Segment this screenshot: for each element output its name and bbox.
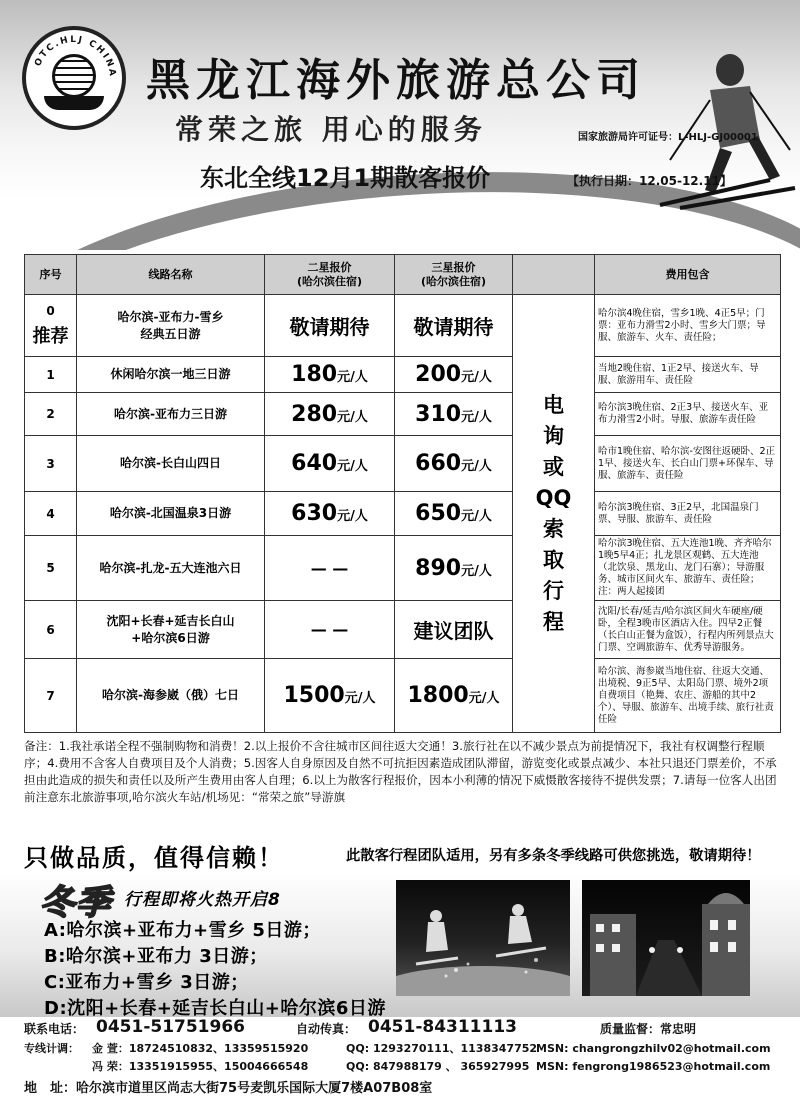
header-two-star-label: 二星报价 [307,260,352,274]
row-seq: 3 [25,436,77,492]
price-unit: 元/人 [468,691,500,706]
table-row [25,436,781,492]
row-seq-number: 0 [46,303,55,318]
header-route: 线路名称 [77,255,265,295]
company-name: 黑龙江海外旅游总公司 [146,55,646,106]
price-text: — — [310,558,349,578]
page-title: 东北全线12月1期散客报价 [200,164,491,192]
row-two-star-price [265,601,395,659]
planner1-msn-label: MSN: [536,1042,569,1055]
phone-number: 0451-51751966 [96,1017,245,1037]
company-slogan: 常荣之旅 用心的服务 [175,113,487,146]
address: 哈尔滨市道里区尚志大街75号麦凯乐国际大厦7楼A07B08室 [76,1081,433,1096]
row-three-star-price [395,393,513,436]
row-route-line: 沈阳+长春+延吉长白山 [106,613,235,628]
row-route: 哈尔滨-扎龙-五大连池六日 [77,536,265,601]
boat-icon [44,96,104,110]
row-seq: 1 [25,357,77,393]
list-item: B:哈尔滨+亚布力 3日游； [44,946,268,967]
city-night-photo [582,880,750,996]
row-route: 哈尔滨-海参崴（俄）七日 [77,659,265,733]
quality-slogan: 只做品质，值得信赖！ [24,844,284,872]
row-fees: 沈阳/长春/延吉/哈尔滨区间火车硬座/硬卧，全程3晚市区酒店入住。四早2正餐（长白山正餐为盒饭），行程内所列景点大门票、空调旅游车、优秀导游服务。 [595,601,781,659]
row-seq: 6 [25,601,77,659]
planner2-qq: 847988179 、 365927995 [372,1060,530,1073]
price-unit: 元/人 [344,691,376,706]
price-number: 280 [291,401,338,427]
phone-inquiry-char: 取 [543,547,564,572]
price-unit: 元/人 [461,370,492,385]
phone-inquiry-char: QQ [535,485,572,510]
row-route: 休闲哈尔滨一地三日游 [77,357,265,393]
table-row [25,492,781,536]
price-number: 640 [291,451,338,476]
planner-label: 专线计调： [24,1042,79,1055]
price-number: 890 [415,555,462,581]
row-fees: 哈尔滨3晚住宿、3正2早，北国温泉门票、导服、旅游车、责任险 [595,492,781,536]
row-seq [25,295,77,357]
recommended-tag: 推荐 [32,325,69,347]
table-header-row [25,255,781,295]
row-route-line: 经典五日游 [140,326,201,341]
price-number: 200 [415,362,462,387]
price-number: 1800 [407,683,469,708]
planner1-name: 金 萱 [92,1042,118,1055]
price-number: 630 [291,501,338,526]
planner1-msn[interactable]: changrongzhilv02@hotmail.com [572,1042,771,1055]
row-seq: 7 [25,659,77,733]
price-text: — — [310,620,349,639]
row-three-star-price [395,436,513,492]
price-number: 310 [415,401,462,427]
planner1-phones: 18724510832、13359515920 [128,1042,309,1055]
row-three-star-price [395,601,513,659]
row-fees: 当地2晚住宿、1正2早、接送火车、导服、旅游用车、责任险 [595,357,781,393]
planner2-phones: 13351915955、15004666548 [128,1060,309,1073]
planner2-msn[interactable]: fengrong1986523@hotmail.com [572,1060,771,1073]
phone-label: 联系电话： [24,1022,85,1036]
row-three-star-price [395,357,513,393]
row-three-star-price [395,492,513,536]
logo-text: OTC.HLJ CHINA [33,34,118,79]
header-seq: 序号 [25,255,77,295]
list-item: C:亚布力+雪乡 3日游； [44,972,249,993]
ski-photo [396,880,570,996]
row-fees: 哈尔滨3晚住宿、五大连池1晚、齐齐哈尔1晚5早4正；扎龙景区观鹤、五大连池（北饮泉、黑龙山、龙门石寨）；导游服务、城市区间火车、旅游车、责任险；注：两人起接团 [595,536,781,601]
remarks: 备注：1.我社承诺全程不强制购物和消费！2.以上报价不含往城市区间往返大交通！3.旅行社在以不减少景点为前提情况下，我社有权调整行程顺序；4.费用不含客人自费项目及个人消费；5.因客人自身原因及自然不可抗拒因素造成团队滞留，游览变化或景点减少、本社只退还门票差价，不承担由此造成的损失和责任以及所产生费用由客人自理；6.以上为散客行程报价，因本小利薄的情况下威慑散客接待不提供发票；7.请每一位客人出团前注意东北旅游事项,哈尔滨火车站/机场见：“常荣之旅”导游旗 [24,739,777,804]
row-route-line: +哈尔滨6日游 [131,630,210,645]
phone-inquiry-char: 电 [543,392,564,417]
company-logo [22,26,126,130]
row-fees: 哈市1晚住宿、哈尔滨-安图往返硬卧、2正1早、接送火车、长白山门票+环保车、导服、旅游车、责任险 [595,436,781,492]
quality-subtitle: 此散客行程团队适用，另有多条冬季线路可供您挑选，敬请期待！ [346,848,761,864]
fax-number: 0451-84311113 [368,1017,517,1037]
row-two-star-price [265,393,395,436]
table-row [25,357,781,393]
row-fees: 哈尔滨3晚住宿、2正3早、接送火车、亚布力滑雪2小时。导服、旅游车责任险 [595,393,781,436]
row-two-star-price [265,659,395,733]
price-number: 650 [415,501,462,526]
supervisor-name: 常忠明 [660,1022,697,1036]
row-route [77,295,265,357]
header-three-star [395,255,513,295]
row-three-star-price [395,659,513,733]
license-number: 国家旅游局许可证号：L-HLJ-GJ00001 [578,132,758,143]
header-fees: 费用包含 [595,255,781,295]
price-number: 180 [291,362,338,387]
row-route: 哈尔滨-北国温泉3日游 [77,492,265,536]
table-row [25,295,781,357]
table-row [25,536,781,601]
price-text: 建议团队 [413,619,494,643]
globe-icon [52,54,96,98]
list-item: A:哈尔滨+亚布力+雪乡 5日游； [44,920,321,941]
header-two-star-note: (哈尔滨住宿) [296,274,363,288]
skiers-icon [396,880,570,996]
header-gap [513,255,595,295]
planner2-qq-label: QQ: [346,1060,370,1073]
row-two-star-price [265,357,395,393]
row-route [77,601,265,659]
supervisor-label: 质量监督： [600,1022,661,1036]
price-unit: 元/人 [337,509,368,524]
phone-inquiry-char: 索 [543,516,564,541]
phone-inquiry-char: 程 [543,609,564,634]
phone-inquiry-char: 或 [543,454,564,479]
execution-date: 【执行日期：12.05-12.11】 [567,174,732,188]
row-two-star-price [265,492,395,536]
row-route: 哈尔滨-长白山四日 [77,436,265,492]
price-unit: 元/人 [337,459,368,474]
row-three-star-price [395,536,513,601]
header-three-star-label: 三星报价 [431,260,476,274]
price-number: 660 [415,451,462,476]
planner1-qq-label: QQ: [346,1042,370,1055]
fax-label: 自动传真： [296,1022,357,1036]
contact-section: 联系电话： 0451-51751966 自动传真： 0451-84311113 质量监督：常忠明 专线计调： 金 萱：18724510832、13359515920 QQ: 1293270111、1138347752 MSN: changrongzhilv02@hotmail.com 冯 荣：13351915955、15004666548 QQ: 847988179 、 365927995 MSN: fengrong1986523@hotmail.com 地 址：哈尔滨市道里区尚志大街75号麦凯乐国际大厦7楼A07B08室 [24,1017,771,1096]
row-route-line: 哈尔滨-亚布力-雪乡 [117,309,224,324]
winter-subtitle: 行程即将火热开启8 [124,890,281,910]
row-fees: 哈尔滨4晚住宿，雪乡1晚、4正5早；门票：亚布力滑雪2小时、雪乡大门票；导服、旅游车、火车、责任险； [595,295,781,357]
price-unit: 元/人 [337,370,368,385]
price-table [24,254,781,733]
phone-inquiry-char: 行 [543,578,564,603]
row-two-star-price [265,536,395,601]
row-seq: 5 [25,536,77,601]
phone-inquiry-char: 询 [543,423,564,448]
price-unit: 元/人 [461,409,492,425]
header-two-star [265,255,395,295]
winter-title: 冬季 [40,883,112,923]
row-route: 哈尔滨-亚布力三日游 [77,393,265,436]
row-fees: 哈尔滨、海参崴当地住宿、往返大交通、出境税、9正5早、太阳岛门票、境外2项自费项目（艳舞、农庄、游船的其中2个）、导服、旅游车、出境手续、旅行社责任险 [595,659,781,733]
row-two-star-price [265,436,395,492]
price-text: 敬请期待 [289,315,370,339]
planner1-qq: 1293270111、1138347752 [372,1042,538,1055]
phone-inquiry-cell [513,295,595,733]
row-two-star-price [265,295,395,357]
header-three-star-note: (哈尔滨住宿) [420,274,487,288]
price-number: 1500 [283,683,345,708]
price-unit: 元/人 [461,509,492,524]
price-unit: 元/人 [461,563,492,579]
address-label: 地 址： [24,1081,77,1096]
planner2-msn-label: MSN: [536,1060,569,1073]
list-item: D:沈阳+长春+延吉长白山+哈尔滨6日游 [44,998,386,1019]
table-row [25,659,781,733]
winter-tour-list [44,918,386,1022]
row-three-star-price [395,295,513,357]
row-seq: 2 [25,393,77,436]
table-row [25,393,781,436]
table-row [25,601,781,659]
row-seq: 4 [25,492,77,536]
price-unit: 元/人 [337,409,368,425]
price-unit: 元/人 [461,459,492,474]
planner2-name: 冯 荣 [92,1060,118,1073]
price-text: 敬请期待 [413,315,494,339]
night-street-icon [582,880,750,996]
